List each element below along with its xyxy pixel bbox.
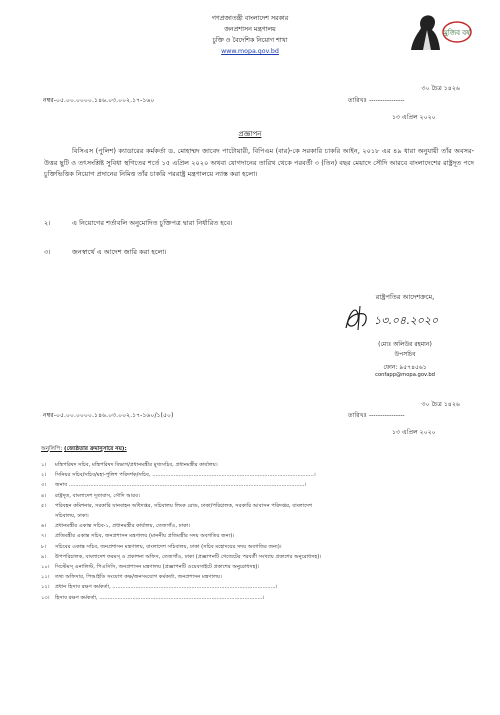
memo2-date-bangla: ৩০ চৈত্র ১৪২৬ bbox=[421, 401, 460, 408]
item-3-number: ৩। bbox=[44, 248, 51, 256]
memo1-date-english: ১৩ এপ্রিল ২০২০ bbox=[392, 114, 436, 121]
ministry-name: জনপ্রশাসন মন্ত্রণালয় bbox=[224, 26, 276, 33]
memo1-number: নম্বর-০৫.০০.০০০০.১৪৬.০৩.০০২.১৭-১৬০ bbox=[43, 97, 155, 104]
list-item: ১৩। হিসাব রক্ষণ কর্মকর্তা, ...................................................................................................। bbox=[41, 594, 265, 601]
list-item: ৭। প্রতিমন্ত্রীর একান্ত সচিব, জনপ্রশাসন মন্ত্রণালয় (মাননীয় প্রতিমন্ত্রীর সদয় অবগতির জন্য)। bbox=[41, 533, 235, 540]
signatory-designation: উপসচিব bbox=[394, 351, 416, 358]
logo-text: মুজিব বর্ষ bbox=[443, 29, 471, 37]
section-name: চুক্তি ও বৈদেশিক নিয়োগ শাখা bbox=[212, 37, 288, 44]
copy-list bbox=[41, 460, 481, 603]
list-item: ৪। রাষ্ট্রদূত, বাংলাদেশ দূতাবাস, সৌদি আরব। bbox=[41, 492, 140, 499]
handwritten-signature bbox=[338, 300, 478, 336]
memo2-date-english: ১৩ এপ্রিল ২০২০ bbox=[392, 429, 436, 436]
list-item: ৫। পরিবহন কমিশনার, সরকারি যানবাহন অধিদপ্তর, সচিবালয় লিংক রোড, ঢাকা/পরিচালক, সরকারি আবাসন পরিদপ্তর, বাংলাদেশ bbox=[41, 502, 313, 509]
govt-name: গণপ্রজাতন্ত্রী বাংলাদেশ সরকার bbox=[211, 15, 289, 22]
memo2-number: নম্বর-০৫.০০.০০০০.১৪৬.০৩.০০২.১৭-১৬০/১(৫০) bbox=[43, 412, 174, 419]
memo1-date-label: তারিখঃ ---------------- bbox=[348, 97, 405, 104]
item-2-number: ২। bbox=[44, 219, 51, 227]
list-item: ১২। প্রধান হিসাব রক্ষণ কর্মকর্তা, ...................................................................................................। bbox=[41, 584, 278, 591]
list-item: ২। সিনিয়র সচিব/সচিব/মহা-পুলিশ পরিদর্শক/সচিব, ..................................................................................................। bbox=[41, 472, 316, 479]
mujib-borsho-logo bbox=[405, 10, 475, 56]
list-item: সচিবালয়, ঢাকা। bbox=[55, 513, 89, 520]
list-item: ৮। সচিবের একান্ত সচিব, জনপ্রশাসন মন্ত্রণালয়, বাংলাদেশ সচিবালয়, ঢাকা (সচিব মহোদয়ের সদয় অবগতির জন্য)। bbox=[41, 543, 282, 550]
order-line: রাষ্ট্রপতির আদেশক্রমে, bbox=[375, 293, 435, 301]
copy-heading-label: অনুলিপি: bbox=[41, 446, 63, 452]
list-item: ১১। তথ্য অফিসার, পিআইডি সংযোগ কক্ষ/জনসংযোগ কর্মকর্তা, জনপ্রশাসন মন্ত্রণালয়। bbox=[41, 574, 222, 581]
memo1-date-bangla: ৩০ চৈত্র ১৪২৬ bbox=[421, 85, 460, 92]
copy-heading bbox=[41, 445, 127, 454]
item-2-text: এ নিয়োগের শর্তাবলি অনুমোদিত চুক্তিপত্র দ্বারা নির্ধারিত হবে। bbox=[72, 219, 233, 227]
signatory-name: (মোঃ অলিউর রহমান) bbox=[378, 341, 432, 348]
handwritten-date: ১৩.০৪.২০২০ bbox=[374, 314, 439, 327]
list-item: ৯। উপপরিচালক, বাংলাদেশ ফরমস্ ও প্রকাশনা অফিস, তেজগাঁও, ঢাকা (প্রজ্ঞাপনটি গেজেটের পরবর্তী সংখ্যায় প্রকাশের অনুরোধসহ)। bbox=[41, 553, 322, 560]
notice-paragraph-1: বিসিএস (পুলিশ) ক্যাডারের কর্মকর্তা ড. মোহাম্মদ জাবেদ পাটোয়ারী, বিপিএম (বার)-কে সরকারি চাকরি আইন, ২০১৮ এর ৪৯ ধারা অনুযায়ী তাঁর অবসর-উত্তর ছুটি ও তৎসংশ্লিষ্ট সুবিধা স্থগিতের শর্তে ১৫ এপ্রিল ২০২০ অথবা যোগদানের তারিখ থেকে পরবর্তী ৩ (তিন) বছর মেয়াদে সৌদি আরবে বাংলাদেশের রাষ্ট্রদূত পদে চুক্তিভিত্তিক নিয়োগ প্রদানের নিমিত্ত তাঁর চাকরি পররাষ্ট্র মন্ত্রণালয়ে ন্যাস্ত করা হলো। bbox=[44, 147, 474, 179]
memo2-date-label: তারিখঃ ---------------- bbox=[348, 412, 405, 419]
list-item: ১। মন্ত্রিপরিষদ সচিব, মন্ত্রিপরিষদ বিভাগ/প্রধানমন্ত্রীর মুখ্যসচিব, প্রধানমন্ত্রীর কার্যালয়। bbox=[41, 462, 218, 468]
notice-title: প্রজ্ঞাপন bbox=[238, 130, 262, 138]
signatory-email: confapp@mopa.gov.bd bbox=[375, 372, 435, 378]
item-3-text: জনস্বার্থে এ আদেশ জারি করা হলো। bbox=[72, 248, 167, 256]
list-item: ৩। জনাব ...............................................................................................................................................। bbox=[41, 482, 307, 489]
signatory-phone: ফোন: ৯৫৭৪৫৬১ bbox=[383, 364, 427, 371]
website-link[interactable]: www.mopa.gov.bd bbox=[221, 48, 279, 55]
copy-heading-note: (জ্যেষ্ঠতার ক্রমানুসারে নয়): bbox=[64, 446, 127, 452]
list-item: ৬। প্রধানমন্ত্রীর একান্ত সচিব-১, প্রধানমন্ত্রীর কার্যালয়, তেজগাঁও, ঢাকা। bbox=[41, 523, 191, 530]
list-item: ১০। সিস্টেমস্ এনালিস্ট, পিএসিসি, জনপ্রশাসন মন্ত্রণালয় (প্রজ্ঞাপনটি ওয়েবসাইটে প্রকাশের অনুরোধসহ)। bbox=[41, 564, 260, 571]
